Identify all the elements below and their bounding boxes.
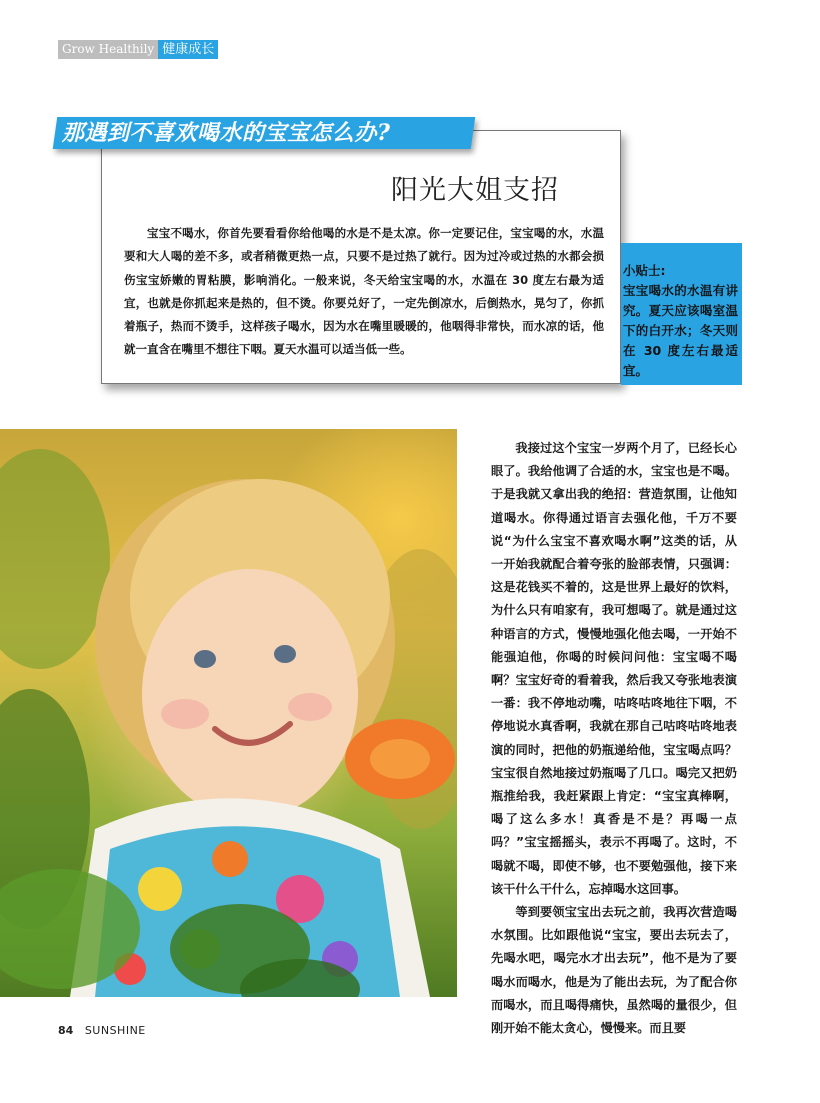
page-footer bbox=[58, 1024, 146, 1037]
tip-box bbox=[621, 243, 742, 385]
article-body bbox=[491, 437, 737, 1040]
section-tag bbox=[58, 40, 218, 59]
body-paragraph-2: 等到要领宝宝出去玩之前，我再次营造喝水氛围。比如跟他说“宝宝，要出去玩去了，先喝水吧，喝完水才出去玩”，他不是为了要喝水而喝水，他是为了能出去玩，为了配合你而喝水，而且喝得痛快，虽然喝的量很少，但刚开始不能太贪心，慢慢来。而且要 bbox=[491, 905, 737, 1036]
page-number: 84 bbox=[58, 1024, 74, 1037]
tip-body: 宝宝喝水的水温有讲究。夏天应该喝室温下的白开水；冬天则在 30 度左右最适宜。 bbox=[623, 283, 738, 378]
article-subhead: 阳光大姐支招 bbox=[391, 175, 559, 206]
section-tag-zh: 健康成长 bbox=[158, 40, 218, 59]
article-title: 那遇到不喜欢喝水的宝宝怎么办? bbox=[62, 120, 391, 146]
intro-paragraph: 宝宝不喝水，你首先要看看你给他喝的水是不是太凉。你一定要记住，宝宝喝的水，水温要和大人喝的差不多，或者稍微更热一点，只要不是过热了就行。因为过冷或过热的水都会损伤宝宝娇嫩的胃粘膜，影响消化。一般来说，冬天给宝宝喝的水，水温在 30 度左右最为适宜，也就是你抓起来是热的，但不烫。你要兑好了，一定先倒凉水，后倒热水，晃匀了，你抓着瓶子，热而不烫手，这样孩子喝水，因为水在嘴里暖暖的，他咽得非常快，而水凉的话，他就一直含在嘴里不想往下咽。夏天水温可以适当低一些。 bbox=[124, 226, 604, 357]
child-photo bbox=[0, 429, 457, 997]
tip-title: 小贴士: bbox=[623, 263, 666, 278]
section-tag-en: Grow Healthily bbox=[58, 40, 158, 59]
body-paragraph-1: 我接过这个宝宝一岁两个月了，已经长心眼了。我给他调了合适的水，宝宝也是不喝。于是我就又拿出我的绝招：营造氛围，让他知道喝水。你得通过语言去强化他，千万不要说“为什么宝宝不喜欢喝水啊”这类的话，从一开始我就配合着夸张的脸部表情，只强调：这是花钱买不着的，这是世界上最好的饮料，为什么只有咱家有，我可想喝了。就是通过这种语言的方式，慢慢地强化他去喝，一开始不能强迫他，你喝的时候问问他：宝宝喝不喝啊？宝宝好奇的看着我，然后我又夸张地表演一番：我不停地动嘴，咕咚咕咚地往下咽，不停地说水真香啊，我就在那自己咕咚咕咚地表演的同时，把他的奶瓶递给他，宝宝喝点吗？宝宝很自然地接过奶瓶喝了几口。喝完又把奶瓶推给我，我赶紧跟上肯定：“宝宝真棒啊，喝了这么多水！真香是不是？再喝一点吗？”宝宝摇摇头，表示不再喝了。这时，不喝就不喝，即使不够，也不要勉强他，接下来该干什么干什么，忘掉喝水这回事。 bbox=[491, 441, 737, 896]
child-photo-illustration bbox=[0, 429, 457, 997]
magazine-name: SUNSHINE bbox=[84, 1024, 146, 1037]
